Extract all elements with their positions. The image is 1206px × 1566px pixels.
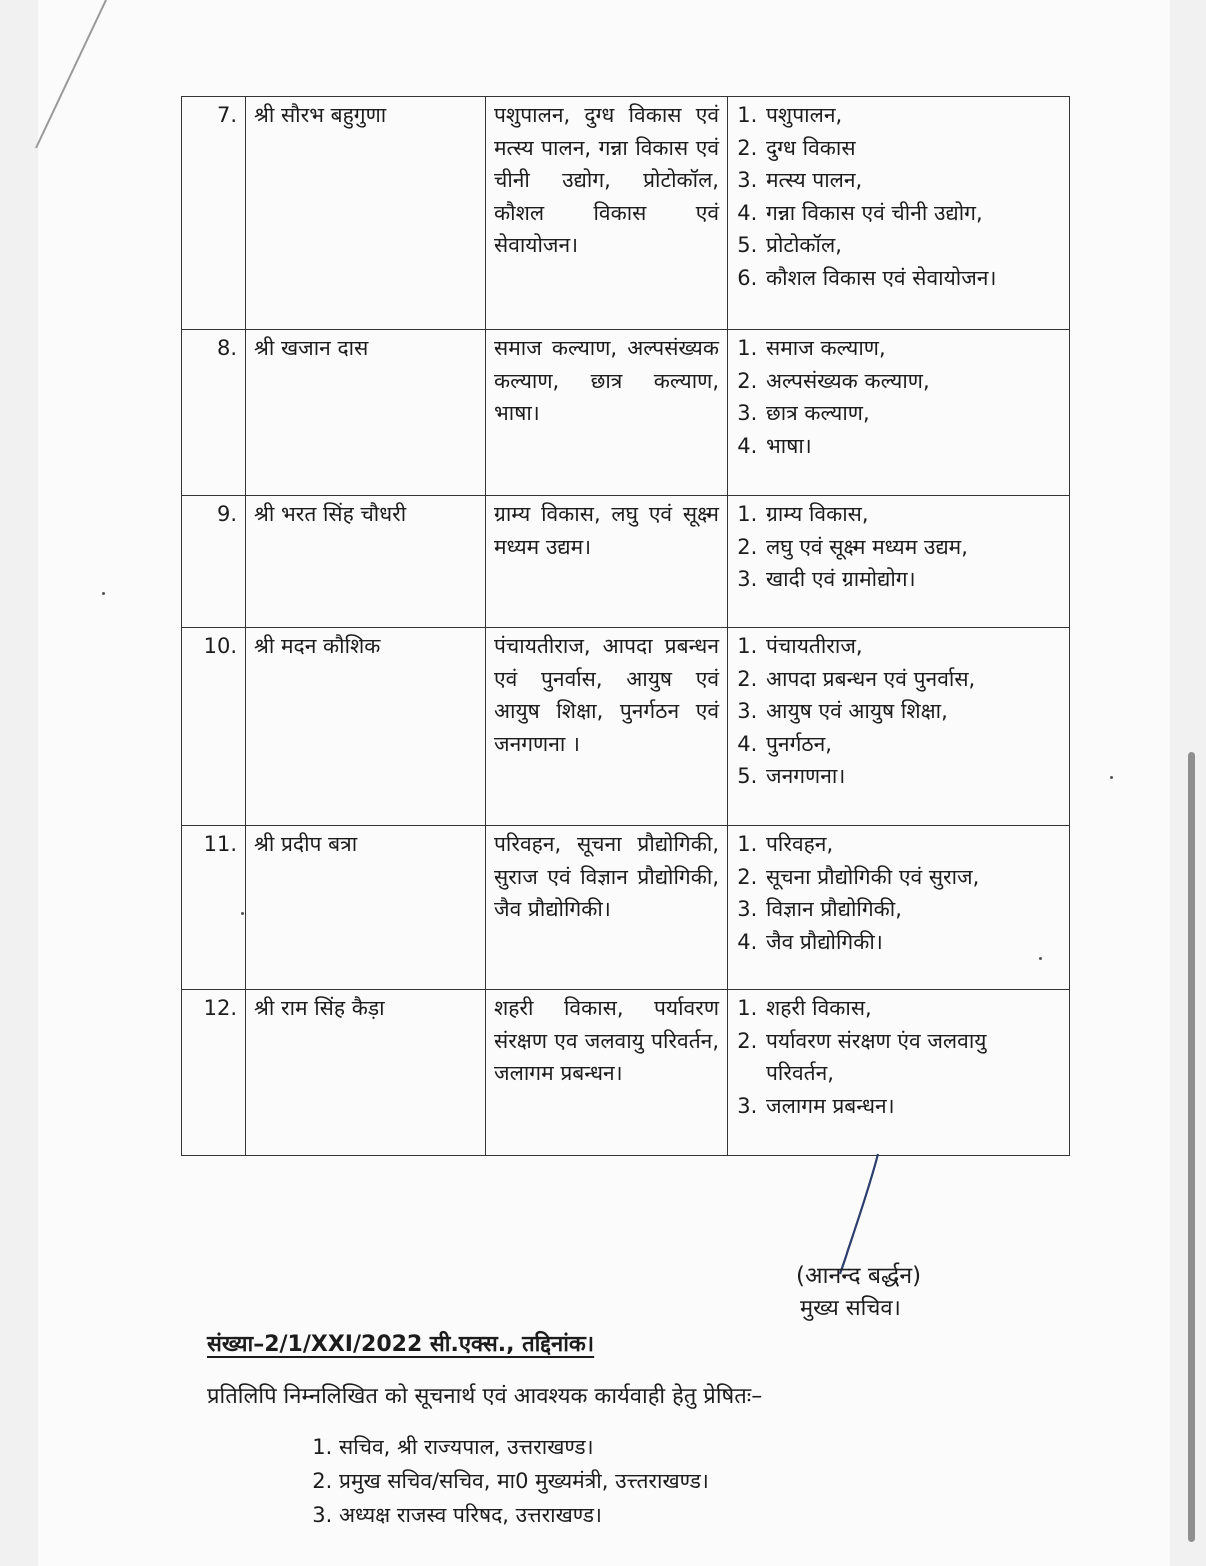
minister-name: श्री खजान दास	[246, 330, 486, 496]
scan-speck	[102, 592, 105, 595]
sub-department-item: 3. जलागम प्रबन्धन।	[764, 1090, 1061, 1123]
sub-department-item: 1. परिवहन,	[764, 828, 1061, 861]
serial-number: 7.	[182, 97, 246, 330]
sub-departments-list	[736, 828, 1061, 958]
sub-departments-list	[736, 992, 1061, 1122]
minister-row	[182, 826, 1070, 990]
sub-department-item: 4. पुनर्गठन,	[764, 728, 1061, 761]
sub-department-item: 2. दुग्ध विकास	[764, 132, 1061, 165]
sub-department-item: 3. छात्र कल्याण,	[764, 397, 1061, 430]
scan-edge-line	[0, 0, 140, 160]
sub-departments-list	[736, 498, 1061, 596]
sub-department-item: 2. आपदा प्रबन्धन एवं पुनर्वास,	[764, 663, 1061, 696]
minister-name: श्री सौरभ बहुगुणा	[246, 97, 486, 330]
scan-speck	[241, 912, 244, 915]
sub-department-item: 2. सूचना प्रौद्योगिकी एवं सुराज,	[764, 861, 1061, 894]
minister-row	[182, 628, 1070, 826]
sub-department-item: 4. गन्ना विकास एवं चीनी उद्योग,	[764, 197, 1061, 230]
sub-department-item: 3. खादी एवं ग्रामोद्योग।	[764, 563, 1061, 596]
sub-departments-list	[736, 630, 1061, 793]
copy-forwarded-intro: प्रतिलिपि निम्नलिखित को सूचनार्थ एवं आवश्यक कार्यवाही हेतु प्रेषितः–	[207, 1384, 763, 1409]
sub-departments-cell	[728, 826, 1070, 990]
minister-row	[182, 330, 1070, 496]
scan-speck	[1110, 776, 1113, 779]
sub-department-item: 2. अल्पसंख्यक कल्याण,	[764, 365, 1061, 398]
recipients-list	[305, 1430, 709, 1532]
departments-summary: ग्राम्य विकास, लघु एवं सूक्ष्म मध्यम उद्यम।	[486, 496, 728, 628]
serial-number: 12.	[182, 990, 246, 1156]
minister-name: श्री भरत सिंह चौधरी	[246, 496, 486, 628]
sub-department-item: 1. पशुपालन,	[764, 99, 1061, 132]
serial-number: 9.	[182, 496, 246, 628]
departments-summary: समाज कल्याण, अल्पसंख्यक कल्याण, छात्र कल्याण, भाषा।	[486, 330, 728, 496]
sub-department-item: 2. लघु एवं सूक्ष्म मध्यम उद्यम,	[764, 531, 1061, 564]
minister-row	[182, 97, 1070, 330]
vertical-scrollbar[interactable]	[1188, 752, 1195, 1542]
sub-departments-cell	[728, 97, 1070, 330]
scan-speck	[1039, 957, 1042, 960]
minister-name: श्री मदन कौशिक	[246, 628, 486, 826]
sub-department-item: 1. समाज कल्याण,	[764, 332, 1061, 365]
minister-allocation-table	[181, 96, 1070, 1156]
serial-number: 10.	[182, 628, 246, 826]
sub-departments-cell	[728, 628, 1070, 826]
sub-department-item: 3. आयुष एवं आयुष शिक्षा,	[764, 695, 1061, 728]
minister-row	[182, 496, 1070, 628]
reference-number: संख्या–2/1/XXI/2022 सी.एक्स., तद्दिनांक।	[207, 1332, 595, 1357]
sub-departments-list	[736, 99, 1061, 294]
recipient-item: 3. अध्यक्ष राजस्व परिषद, उत्तराखण्ड।	[339, 1498, 709, 1532]
sub-department-item: 4. जैव प्रौद्योगिकी।	[764, 926, 1061, 959]
serial-number: 8.	[182, 330, 246, 496]
minister-name: श्री राम सिंह कैड़ा	[246, 990, 486, 1156]
sub-departments-list	[736, 332, 1061, 462]
departments-summary: पशुपालन, दुग्ध विकास एवं मत्स्य पालन, गन्ना विकास एवं चीनी उद्योग, प्रोटोकॉल, कौशल विकास एवं सेवायोजन।	[486, 97, 728, 330]
sub-department-item: 5. जनगणना।	[764, 760, 1061, 793]
serial-number: 11.	[182, 826, 246, 990]
departments-summary: पंचायतीराज, आपदा प्रबन्धन एवं पुनर्वास, आयुष एवं आयुष शिक्षा, पुनर्गठन एवं जनगणना ।	[486, 628, 728, 826]
table-body	[182, 97, 1070, 1156]
sub-department-item: 1. पंचायतीराज,	[764, 630, 1061, 663]
sub-departments-cell	[728, 990, 1070, 1156]
sub-department-item: 4. भाषा।	[764, 430, 1061, 463]
recipient-item: 1. सचिव, श्री राज्यपाल, उत्तराखण्ड।	[339, 1430, 709, 1464]
departments-summary: शहरी विकास, पर्यावरण संरक्षण एव जलवायु परिवर्तन, जलागम प्रबन्धन।	[486, 990, 728, 1156]
signatory-name: (आनन्द बर्द्धन)	[796, 1263, 922, 1289]
sub-department-item: 1. ग्राम्य विकास,	[764, 498, 1061, 531]
minister-name: श्री प्रदीप बत्रा	[246, 826, 486, 990]
sub-department-item: 3. मत्स्य पालन,	[764, 164, 1061, 197]
sub-departments-cell	[728, 330, 1070, 496]
recipient-item: 2. प्रमुख सचिव/सचिव, मा0 मुख्यमंत्री, उत्त्तराखण्ड।	[339, 1464, 709, 1498]
minister-row	[182, 990, 1070, 1156]
sub-department-item: 1. शहरी विकास,	[764, 992, 1061, 1025]
departments-summary: परिवहन, सूचना प्रौद्योगिकी, सुराज एवं विज्ञान प्रौद्योगिकी, जैव प्रौद्योगिकी।	[486, 826, 728, 990]
sub-departments-cell	[728, 496, 1070, 628]
signatory-designation: मुख्य सचिव।	[800, 1296, 901, 1321]
sub-department-item: 6. कौशल विकास एवं सेवायोजन।	[764, 262, 1061, 295]
sub-department-item: 5. प्रोटोकॉल,	[764, 229, 1061, 262]
sub-department-item: 2. पर्यावरण संरक्षण एंव जलवायु परिवर्तन,	[764, 1025, 1061, 1090]
sub-department-item: 3. विज्ञान प्रौद्योगिकी,	[764, 893, 1061, 926]
